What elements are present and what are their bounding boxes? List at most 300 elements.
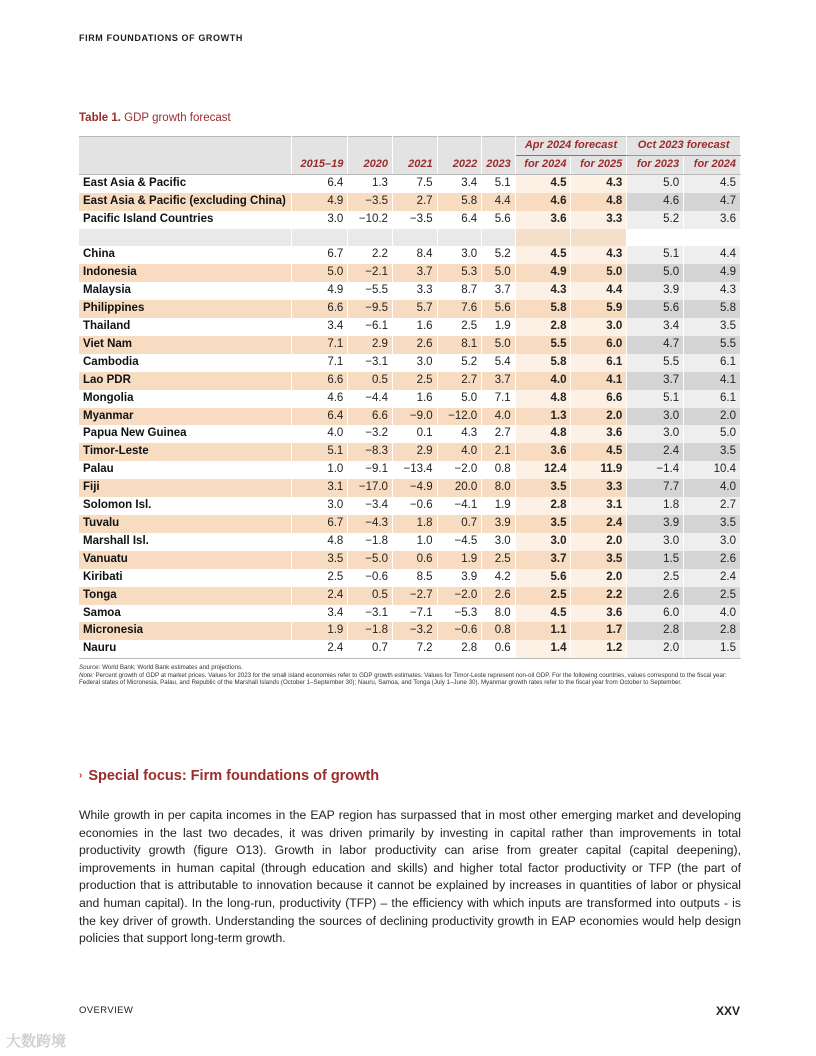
table-cell: 2.8 (437, 640, 482, 658)
row-label: China (79, 246, 291, 264)
table-cell: 7.7 (627, 479, 684, 497)
table-cell: 5.5 (627, 354, 684, 372)
row-label: Solomon Isl. (79, 497, 291, 515)
table-cell: 2.6 (684, 551, 741, 569)
table-cell: 2.9 (392, 443, 437, 461)
table-cell: 1.1 (515, 622, 571, 640)
table-cell: 6.1 (684, 390, 741, 408)
table-cell: −3.5 (392, 211, 437, 229)
row-label: Kiribati (79, 569, 291, 587)
table-cell: 2.2 (571, 587, 627, 605)
table-cell: 1.7 (571, 622, 627, 640)
table-row (79, 533, 741, 551)
table-cell: 0.7 (348, 640, 393, 658)
table-cell: 3.0 (627, 408, 684, 426)
table-cell: 4.3 (437, 425, 482, 443)
table-row (79, 425, 741, 443)
table-row (79, 354, 741, 372)
table-cell: 2.0 (571, 408, 627, 426)
row-label: Tonga (79, 587, 291, 605)
table-cell: 3.1 (571, 497, 627, 515)
table-cell: 7.1 (482, 390, 515, 408)
table-cell: 5.4 (482, 354, 515, 372)
table-cell: 6.6 (291, 300, 348, 318)
table-cell: 7.6 (437, 300, 482, 318)
table-cell: 8.4 (392, 246, 437, 264)
table-cell: 4.8 (515, 390, 571, 408)
table-cell: 8.0 (482, 605, 515, 623)
table-cell: 8.5 (392, 569, 437, 587)
table-cell: 4.1 (684, 372, 741, 390)
table-cell: 4.4 (482, 193, 515, 211)
table-row (79, 264, 741, 282)
table-cell: 3.0 (437, 246, 482, 264)
table-cell: 0.7 (437, 515, 482, 533)
table-cell: 1.9 (291, 622, 348, 640)
row-label: Papua New Guinea (79, 425, 291, 443)
table-cell: 2.0 (684, 408, 741, 426)
table-cell: 3.9 (482, 515, 515, 533)
table-cell: 2.5 (392, 372, 437, 390)
table-cell: 2.5 (515, 587, 571, 605)
table-row (79, 640, 741, 658)
table-cell: −3.1 (348, 354, 393, 372)
table-cell: 3.0 (291, 497, 348, 515)
table-cell: 3.6 (684, 211, 741, 229)
table-cell: 4.5 (515, 246, 571, 264)
table-cell: −4.4 (348, 390, 393, 408)
table-cell: 2.4 (684, 569, 741, 587)
table-cell: 1.3 (348, 174, 393, 192)
row-label: East Asia & Pacific (79, 174, 291, 192)
table-cell: 3.4 (437, 174, 482, 192)
row-label: Samoa (79, 605, 291, 623)
table-cell: 2.7 (684, 497, 741, 515)
row-label: Malaysia (79, 282, 291, 300)
table-cell: 5.1 (482, 174, 515, 192)
table-cell: 3.5 (291, 551, 348, 569)
row-label: Fiji (79, 479, 291, 497)
table-cell: 3.9 (437, 569, 482, 587)
table-cell: 2.8 (627, 622, 684, 640)
table-cell: 1.9 (482, 318, 515, 336)
table-cell: 1.0 (392, 533, 437, 551)
table-notes (79, 664, 741, 687)
table-cell: −2.0 (437, 587, 482, 605)
table-cell: 5.2 (482, 246, 515, 264)
table-cell: 5.1 (291, 443, 348, 461)
group-header-oct: Oct 2023 forecast (627, 137, 741, 156)
table-cell: 3.5 (571, 551, 627, 569)
table-cell: −5.3 (437, 605, 482, 623)
table-cell: 6.1 (684, 354, 741, 372)
table-cell: 3.9 (627, 515, 684, 533)
table-cell: 5.0 (571, 264, 627, 282)
table-cell: 4.3 (515, 282, 571, 300)
source-note: Source: World Bank; World Bank estimates and projections. (79, 664, 243, 671)
table-cell: 6.4 (437, 211, 482, 229)
table-row (79, 497, 741, 515)
table-cell: 1.4 (515, 640, 571, 658)
table-cell: 12.4 (515, 461, 571, 479)
column-header: 2023 (482, 155, 515, 174)
table-cell: 5.0 (291, 264, 348, 282)
table-cell: 3.4 (291, 318, 348, 336)
footer-section-label: OVERVIEW (79, 1005, 134, 1016)
table-cell: −0.6 (348, 569, 393, 587)
table-cell: 5.8 (684, 300, 741, 318)
table-cell: 4.3 (571, 174, 627, 192)
table-cell: 5.8 (437, 193, 482, 211)
table-cell: 5.0 (627, 174, 684, 192)
table-caption (79, 112, 231, 124)
table-cell: 1.9 (482, 497, 515, 515)
table-cell: 5.5 (684, 336, 741, 354)
row-label: Timor-Leste (79, 443, 291, 461)
table-cell: −3.2 (348, 425, 393, 443)
table-cell: 6.6 (571, 390, 627, 408)
table-cell: −10.2 (348, 211, 393, 229)
table-cell: 2.6 (627, 587, 684, 605)
table-cell: 3.7 (392, 264, 437, 282)
table-cell: 2.0 (627, 640, 684, 658)
table-cell: 6.1 (571, 354, 627, 372)
running-head: FIRM FOUNDATIONS OF GROWTH (79, 33, 243, 43)
table-cell: 3.1 (291, 479, 348, 497)
table-cell: −17.0 (348, 479, 393, 497)
table-cell: 3.0 (291, 211, 348, 229)
column-header: 2021 (392, 155, 437, 174)
table-cell: −4.9 (392, 479, 437, 497)
table-cell: 3.0 (627, 425, 684, 443)
table-cell: −4.5 (437, 533, 482, 551)
table-cell: 1.8 (627, 497, 684, 515)
table-cell: 2.5 (684, 587, 741, 605)
column-header: for 2023 (627, 155, 684, 174)
table-cell: 6.7 (291, 246, 348, 264)
row-label: Cambodia (79, 354, 291, 372)
table-cell: 4.6 (627, 193, 684, 211)
table-cell: 4.7 (627, 336, 684, 354)
table-row (79, 318, 741, 336)
table-cell: 2.8 (515, 497, 571, 515)
table-cell: 2.8 (515, 318, 571, 336)
table-cell: 4.9 (684, 264, 741, 282)
table-cell: 11.9 (571, 461, 627, 479)
table-cell: 5.7 (392, 300, 437, 318)
table-row (79, 372, 741, 390)
table-cell: 1.6 (392, 318, 437, 336)
table-cell: −9.5 (348, 300, 393, 318)
table-cell: 1.0 (291, 461, 348, 479)
table-cell: −0.6 (437, 622, 482, 640)
table-cell: 5.6 (482, 211, 515, 229)
table-cell: 3.0 (627, 533, 684, 551)
table-cell: 4.8 (515, 425, 571, 443)
table-cell: 6.4 (291, 174, 348, 192)
row-label: Indonesia (79, 264, 291, 282)
table-cell: 1.3 (515, 408, 571, 426)
table-cell: 3.4 (627, 318, 684, 336)
row-label: Lao PDR (79, 372, 291, 390)
table-cell: 5.8 (515, 354, 571, 372)
table-cell: 0.6 (392, 551, 437, 569)
chevron-right-icon: › (79, 770, 83, 781)
table-cell: 2.7 (437, 372, 482, 390)
table-cell: 6.6 (291, 372, 348, 390)
table-cell: 3.7 (482, 282, 515, 300)
table-column-header-row (79, 155, 741, 174)
watermark: 大数跨境 (6, 1033, 67, 1050)
table-cell: −4.1 (437, 497, 482, 515)
table-cell: 3.0 (515, 533, 571, 551)
table-cell: 3.0 (482, 533, 515, 551)
table-cell: 3.5 (515, 515, 571, 533)
table-cell: 5.0 (684, 425, 741, 443)
table-cell: 7.2 (392, 640, 437, 658)
table-cell: 2.4 (627, 443, 684, 461)
column-header: for 2024 (684, 155, 741, 174)
table-cell: 6.4 (291, 408, 348, 426)
table-cell: 4.0 (482, 408, 515, 426)
table-cell: 4.0 (291, 425, 348, 443)
table-cell: 3.6 (515, 211, 571, 229)
row-label: Nauru (79, 640, 291, 658)
table-cell: 3.5 (684, 515, 741, 533)
table-cell: 5.0 (627, 264, 684, 282)
table-cell: 4.0 (515, 372, 571, 390)
table-row (79, 461, 741, 479)
table-cell: −5.5 (348, 282, 393, 300)
gdp-table (79, 136, 741, 659)
table-cell: 3.6 (571, 425, 627, 443)
row-label: Vanuatu (79, 551, 291, 569)
table-cell: 1.8 (392, 515, 437, 533)
table-cell: 5.6 (515, 569, 571, 587)
row-label: Palau (79, 461, 291, 479)
table-cell: 6.6 (348, 408, 393, 426)
table-row (79, 390, 741, 408)
table-cell: 2.7 (482, 425, 515, 443)
table-cell: 2.4 (291, 640, 348, 658)
table-cell: −9.1 (348, 461, 393, 479)
table-cell: 8.0 (482, 479, 515, 497)
table-cell: 4.5 (684, 174, 741, 192)
table-cell: 0.8 (482, 461, 515, 479)
table-cell: 4.5 (515, 605, 571, 623)
table-cell: −4.3 (348, 515, 393, 533)
table-cell: 4.0 (684, 605, 741, 623)
table-cell: 4.6 (291, 390, 348, 408)
table-cell: 7.1 (291, 354, 348, 372)
table-cell: −1.4 (627, 461, 684, 479)
table-cell: −3.4 (348, 497, 393, 515)
table-cell: 3.5 (684, 318, 741, 336)
table-cell: 5.1 (627, 390, 684, 408)
table-cell: 8.7 (437, 282, 482, 300)
table-cell: 2.2 (348, 246, 393, 264)
table-row (79, 622, 741, 640)
table-cell: 1.5 (684, 640, 741, 658)
table-cell: 20.0 (437, 479, 482, 497)
section-heading (79, 768, 379, 784)
table-cell: 3.5 (515, 479, 571, 497)
table-cell: 3.3 (571, 479, 627, 497)
table-cell: 3.4 (291, 605, 348, 623)
table-cell: −6.1 (348, 318, 393, 336)
table-cell: 2.0 (571, 533, 627, 551)
table-cell: 4.5 (571, 443, 627, 461)
table-row (79, 443, 741, 461)
table-cell: 0.8 (482, 622, 515, 640)
table-cell: 3.0 (684, 533, 741, 551)
table-row (79, 300, 741, 318)
table-row (79, 587, 741, 605)
table-cell: 2.5 (437, 318, 482, 336)
table-cell: −9.0 (392, 408, 437, 426)
table-cell: 1.2 (571, 640, 627, 658)
table-cell: 0.5 (348, 587, 393, 605)
table-title: GDP growth forecast (124, 112, 231, 124)
table-cell: 4.5 (515, 174, 571, 192)
table-cell: 4.1 (571, 372, 627, 390)
table-cell: −3.2 (392, 622, 437, 640)
table-cell: 2.0 (571, 569, 627, 587)
table-cell: −3.1 (348, 605, 393, 623)
row-label: Thailand (79, 318, 291, 336)
row-label: Marshall Isl. (79, 533, 291, 551)
table-row (79, 479, 741, 497)
table-cell: 6.7 (291, 515, 348, 533)
table-cell: 7.5 (392, 174, 437, 192)
row-label: Viet Nam (79, 336, 291, 354)
row-label: Mongolia (79, 390, 291, 408)
table-cell: 10.4 (684, 461, 741, 479)
table-row (79, 211, 741, 229)
table-cell: 5.5 (515, 336, 571, 354)
table-cell: 3.0 (392, 354, 437, 372)
table-cell: 5.0 (437, 390, 482, 408)
table-cell: 4.6 (515, 193, 571, 211)
table-spacer-row (79, 229, 741, 247)
table-row (79, 605, 741, 623)
table-cell: 6.0 (627, 605, 684, 623)
table-label: Table 1. (79, 112, 121, 124)
table-cell: 3.7 (482, 372, 515, 390)
table-cell: 5.9 (571, 300, 627, 318)
table-cell: −2.7 (392, 587, 437, 605)
table-row (79, 282, 741, 300)
table-cell: 4.0 (437, 443, 482, 461)
body-paragraph: While growth in per capita incomes in the EAP region has surpassed that in most other emerging market and developing economies in the last two decades, it was driven primarily by investing in capital rather than improvements in total productivity growth (figure O13). Growth in labor productivity can arise from greater capital (capital deepening), improvements in human capital (through education and skills) and higher total factor productivity or TFP (the part of production that is attributable to innovation because it cannot be explained by increases in quantities of labor or physical and human capital). In the long-run, productivity (TFP) – the efficiency with which inputs are transformed into outputs - is the key driver of growth. Understanding the sources of declining productivity growth in EAP economies would help design policies that support long-term growth. (79, 808, 741, 946)
table-cell: 0.1 (392, 425, 437, 443)
table-cell: 5.2 (437, 354, 482, 372)
table-cell: 2.6 (482, 587, 515, 605)
table-cell: 5.6 (627, 300, 684, 318)
table-cell: 8.1 (437, 336, 482, 354)
table-cell: 2.5 (482, 551, 515, 569)
table-cell: 4.3 (571, 246, 627, 264)
table-cell: 3.7 (627, 372, 684, 390)
row-label: East Asia & Pacific (excluding China) (79, 193, 291, 211)
table-cell: 4.0 (684, 479, 741, 497)
table-cell: −2.0 (437, 461, 482, 479)
table-cell: 4.9 (291, 282, 348, 300)
table-cell: 5.6 (482, 300, 515, 318)
table-group-header-row (79, 137, 741, 156)
table-cell: 4.9 (291, 193, 348, 211)
table-cell: −1.8 (348, 622, 393, 640)
table-cell: 3.6 (571, 605, 627, 623)
table-cell: 2.5 (627, 569, 684, 587)
row-label: Pacific Island Countries (79, 211, 291, 229)
table-cell: 4.9 (515, 264, 571, 282)
table-cell: −7.1 (392, 605, 437, 623)
column-header: 2022 (437, 155, 482, 174)
table-row (79, 551, 741, 569)
table-cell: 3.3 (571, 211, 627, 229)
row-label: Myanmar (79, 408, 291, 426)
header-blank (79, 137, 291, 156)
table-row (79, 174, 741, 192)
table-cell: 3.9 (627, 282, 684, 300)
table-cell: 5.1 (627, 246, 684, 264)
table-cell: 4.3 (684, 282, 741, 300)
table-cell: 5.3 (437, 264, 482, 282)
table-cell: 5.2 (627, 211, 684, 229)
table-cell: 2.9 (348, 336, 393, 354)
table-cell: −0.6 (392, 497, 437, 515)
table-cell: 3.6 (515, 443, 571, 461)
table-cell: 1.6 (392, 390, 437, 408)
table-cell: 0.5 (348, 372, 393, 390)
table-row (79, 193, 741, 211)
table-cell: 3.0 (571, 318, 627, 336)
table-cell: 2.4 (291, 587, 348, 605)
row-label: Tuvalu (79, 515, 291, 533)
table-row (79, 515, 741, 533)
table-cell: 5.0 (482, 264, 515, 282)
row-label: Micronesia (79, 622, 291, 640)
table-cell: 4.7 (684, 193, 741, 211)
table-cell: 6.0 (571, 336, 627, 354)
table-cell: 4.8 (291, 533, 348, 551)
table-cell: 0.6 (482, 640, 515, 658)
table-cell: −3.5 (348, 193, 393, 211)
table-cell: −1.8 (348, 533, 393, 551)
table-cell: 5.0 (482, 336, 515, 354)
table-row (79, 408, 741, 426)
table-cell: 3.5 (684, 443, 741, 461)
table-cell: −8.3 (348, 443, 393, 461)
column-header: 2015–19 (291, 155, 348, 174)
table-cell: 2.4 (571, 515, 627, 533)
table-cell: −12.0 (437, 408, 482, 426)
section-title: Special focus: Firm foundations of growth (88, 768, 380, 784)
table-cell: −5.0 (348, 551, 393, 569)
page-number: XXV (715, 1004, 740, 1018)
table-cell: 1.9 (437, 551, 482, 569)
column-header: for 2024 (515, 155, 571, 174)
table-cell: 7.1 (291, 336, 348, 354)
table-cell: 1.5 (627, 551, 684, 569)
table-row (79, 246, 741, 264)
table-cell: 2.8 (684, 622, 741, 640)
table-cell: −2.1 (348, 264, 393, 282)
row-label: Philippines (79, 300, 291, 318)
table-cell: 4.8 (571, 193, 627, 211)
footnote: Note: Percent growth of GDP at market prices. Values for 2023 for the small island economies refer to GDP growth estimates. Values for Timor-Leste represent non-oil GDP. For the following countries, values correspond to the fiscal year: Federal states of Micronesia, Palau, and Republic of the Marshall Islands (October 1–September 30); Nauru, Samoa, and Tonga (July 1–June 30). Myanmar growth rates refer to the fiscal year from October to September. (79, 671, 727, 687)
